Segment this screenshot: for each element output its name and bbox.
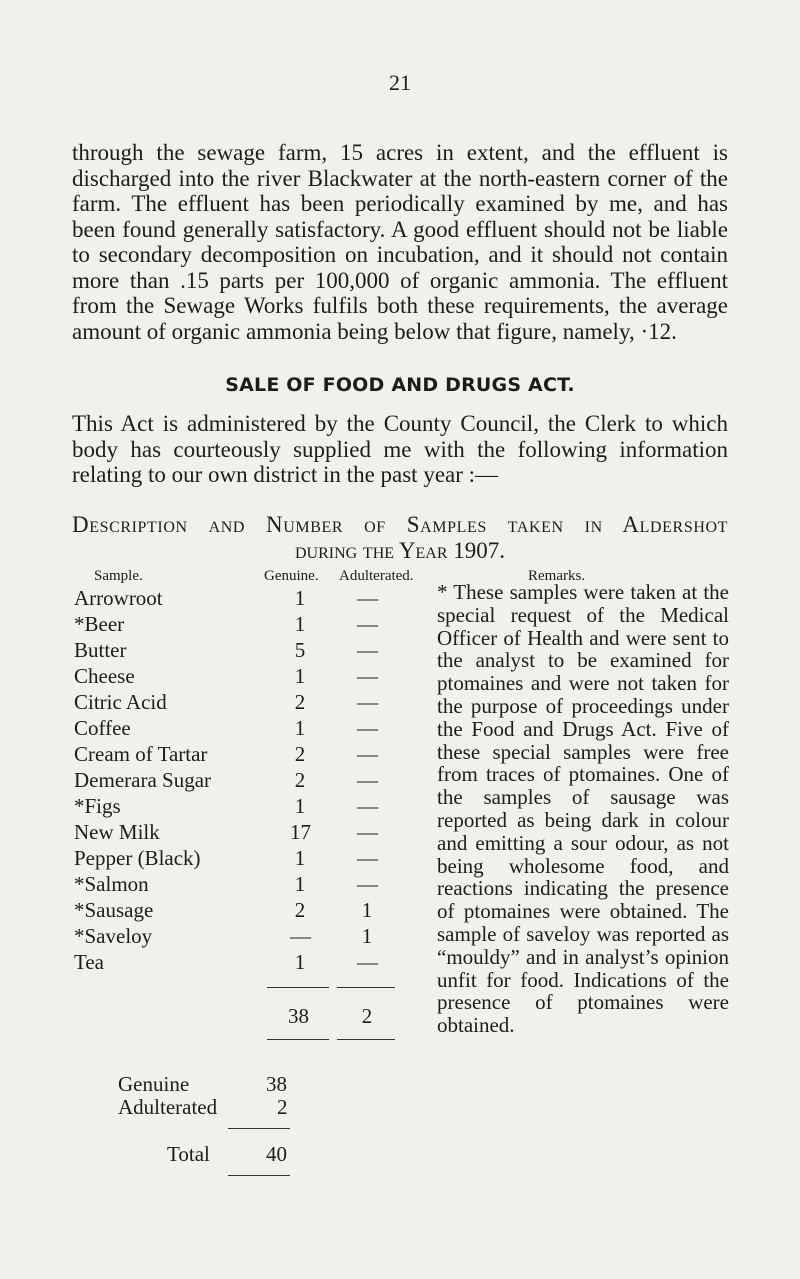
page-number: 21 <box>389 70 411 95</box>
table-row <box>0 794 430 820</box>
genuine-count: 1 <box>294 950 306 974</box>
adulterated-count: — <box>357 872 378 896</box>
sample-name: *Beer <box>74 612 125 636</box>
adulterated-count: — <box>357 820 378 844</box>
remarks-text: * These samples were taken at the special request of the Medical Officer of Health and were sent to the analyst to be examined for ptomaines and were not taken for the purpose of proceedings under the Food and Drugs Act. Five of these special samples were free from traces of ptomaines. One of the samples of sausage was reported as being dark in colour and emitting a sour odour, as not being wholesome food, and reactions indicating the presence of ptomaines were obtained. The sample of saveloy was reported as “mouldy” and in analyst’s opinion unfit for food. Indications of the presence of ptomaines were obtained. <box>437 580 729 1038</box>
table-row <box>0 846 430 872</box>
genuine-count: 1 <box>294 664 306 688</box>
adulterated-count: — <box>357 716 378 740</box>
sample-name: Arrowroot <box>74 586 163 610</box>
table-row <box>0 924 430 950</box>
genuine-count: 1 <box>294 716 306 740</box>
paragraph-sewage-effluent: through the sewage farm, 15 acres in extent, and the effluent is discharged into the river Blackwater at the north-eastern corner of the farm. The effluent has been periodically examined by me, and has been found generally satisfactory. A good effluent should not be liable to secondary decomposition on incubation, and it should not contain more than .15 parts per 100,000 of organic ammonia. The effluent from the Sewage Works fulfils both these requirements, the average amount of organic ammonia being below that figure, namely, ·12. <box>72 140 728 344</box>
sample-name: Coffee <box>74 716 131 740</box>
adulterated-count: — <box>357 794 378 818</box>
genuine-count: 1 <box>294 612 306 636</box>
table-row <box>0 690 430 716</box>
paragraph-act-intro: This Act is administered by the County Council, the Clerk to which body has courteously supplied me with the following information relating to our own district in the past year :— <box>72 411 728 487</box>
sample-name: Cheese <box>74 664 135 688</box>
table-row <box>0 950 430 976</box>
genuine-total: 38 <box>288 1004 309 1028</box>
summary-adulterated-label: Adulterated <box>118 1095 218 1119</box>
adulterated-count: — <box>357 586 378 610</box>
table-row <box>0 586 430 612</box>
summary-total-label: Total <box>167 1142 210 1166</box>
sample-name: New Milk <box>74 820 160 844</box>
rule-adulterated-subtotal <box>337 987 395 988</box>
genuine-count: 1 <box>294 846 306 870</box>
genuine-count: 2 <box>294 768 306 792</box>
adulterated-count: 1 <box>361 898 373 922</box>
adulterated-count: — <box>357 690 378 714</box>
adulterated-count: — <box>357 846 378 870</box>
table-row <box>0 716 430 742</box>
table-title-line2: during the Year 1907. <box>294 538 506 563</box>
genuine-count: 17 <box>290 820 311 844</box>
table-totals-row <box>0 1004 430 1030</box>
genuine-count: 5 <box>294 638 306 662</box>
genuine-count: 2 <box>294 690 306 714</box>
table-row <box>0 820 430 846</box>
sample-name: Demerara Sugar <box>74 768 212 792</box>
sample-name: Cream of Tartar <box>74 742 208 766</box>
sample-name: Pepper (Black) <box>74 846 201 870</box>
summary-genuine-label: Genuine <box>118 1072 190 1096</box>
column-header-sample: Sample. <box>94 568 143 584</box>
adulterated-count: — <box>357 768 378 792</box>
table-row <box>0 768 430 794</box>
genuine-count: 1 <box>294 872 306 896</box>
genuine-count: 1 <box>294 586 306 610</box>
table-row <box>0 742 430 768</box>
genuine-count: 1 <box>294 794 306 818</box>
adulterated-count: — <box>357 950 378 974</box>
sample-name: *Salmon <box>74 872 149 896</box>
adulterated-count: — <box>357 742 378 766</box>
table-row <box>0 872 430 898</box>
sample-name: *Saveloy <box>74 924 153 948</box>
column-header-adulterated: Adulterated. <box>339 568 414 584</box>
sample-name: *Figs <box>74 794 121 818</box>
adulterated-total: 2 <box>361 1004 373 1028</box>
adulterated-count: — <box>357 638 378 662</box>
adulterated-count: — <box>357 612 378 636</box>
rule-summary <box>228 1128 290 1129</box>
summary-adulterated-value: 2 <box>277 1095 288 1119</box>
table-row <box>0 898 430 924</box>
column-header-remarks: Remarks. <box>528 568 586 584</box>
table-row <box>0 638 430 664</box>
genuine-count: 2 <box>294 742 306 766</box>
adulterated-count: 1 <box>361 924 373 948</box>
sample-name: *Sausage <box>74 898 154 922</box>
table-title-line1: Description and Number of Samples taken in Aldershot <box>72 512 728 537</box>
rule-summary-total <box>228 1175 290 1176</box>
genuine-count: — <box>290 924 311 948</box>
section-heading: SALE OF FOOD AND DRUGS ACT. <box>225 374 575 396</box>
table-row <box>0 664 430 690</box>
summary-genuine-value: 38 <box>266 1072 287 1096</box>
summary-total-value: 40 <box>266 1142 287 1166</box>
column-header-genuine: Genuine. <box>264 568 319 584</box>
genuine-count: 2 <box>294 898 306 922</box>
rule-genuine-subtotal <box>267 987 329 988</box>
sample-name: Citric Acid <box>74 690 167 714</box>
adulterated-count: — <box>357 664 378 688</box>
sample-name: Butter <box>74 638 127 662</box>
sample-name: Tea <box>74 950 105 974</box>
table-row <box>0 612 430 638</box>
rule-genuine-total <box>267 1039 329 1040</box>
rule-adulterated-total <box>337 1039 395 1040</box>
